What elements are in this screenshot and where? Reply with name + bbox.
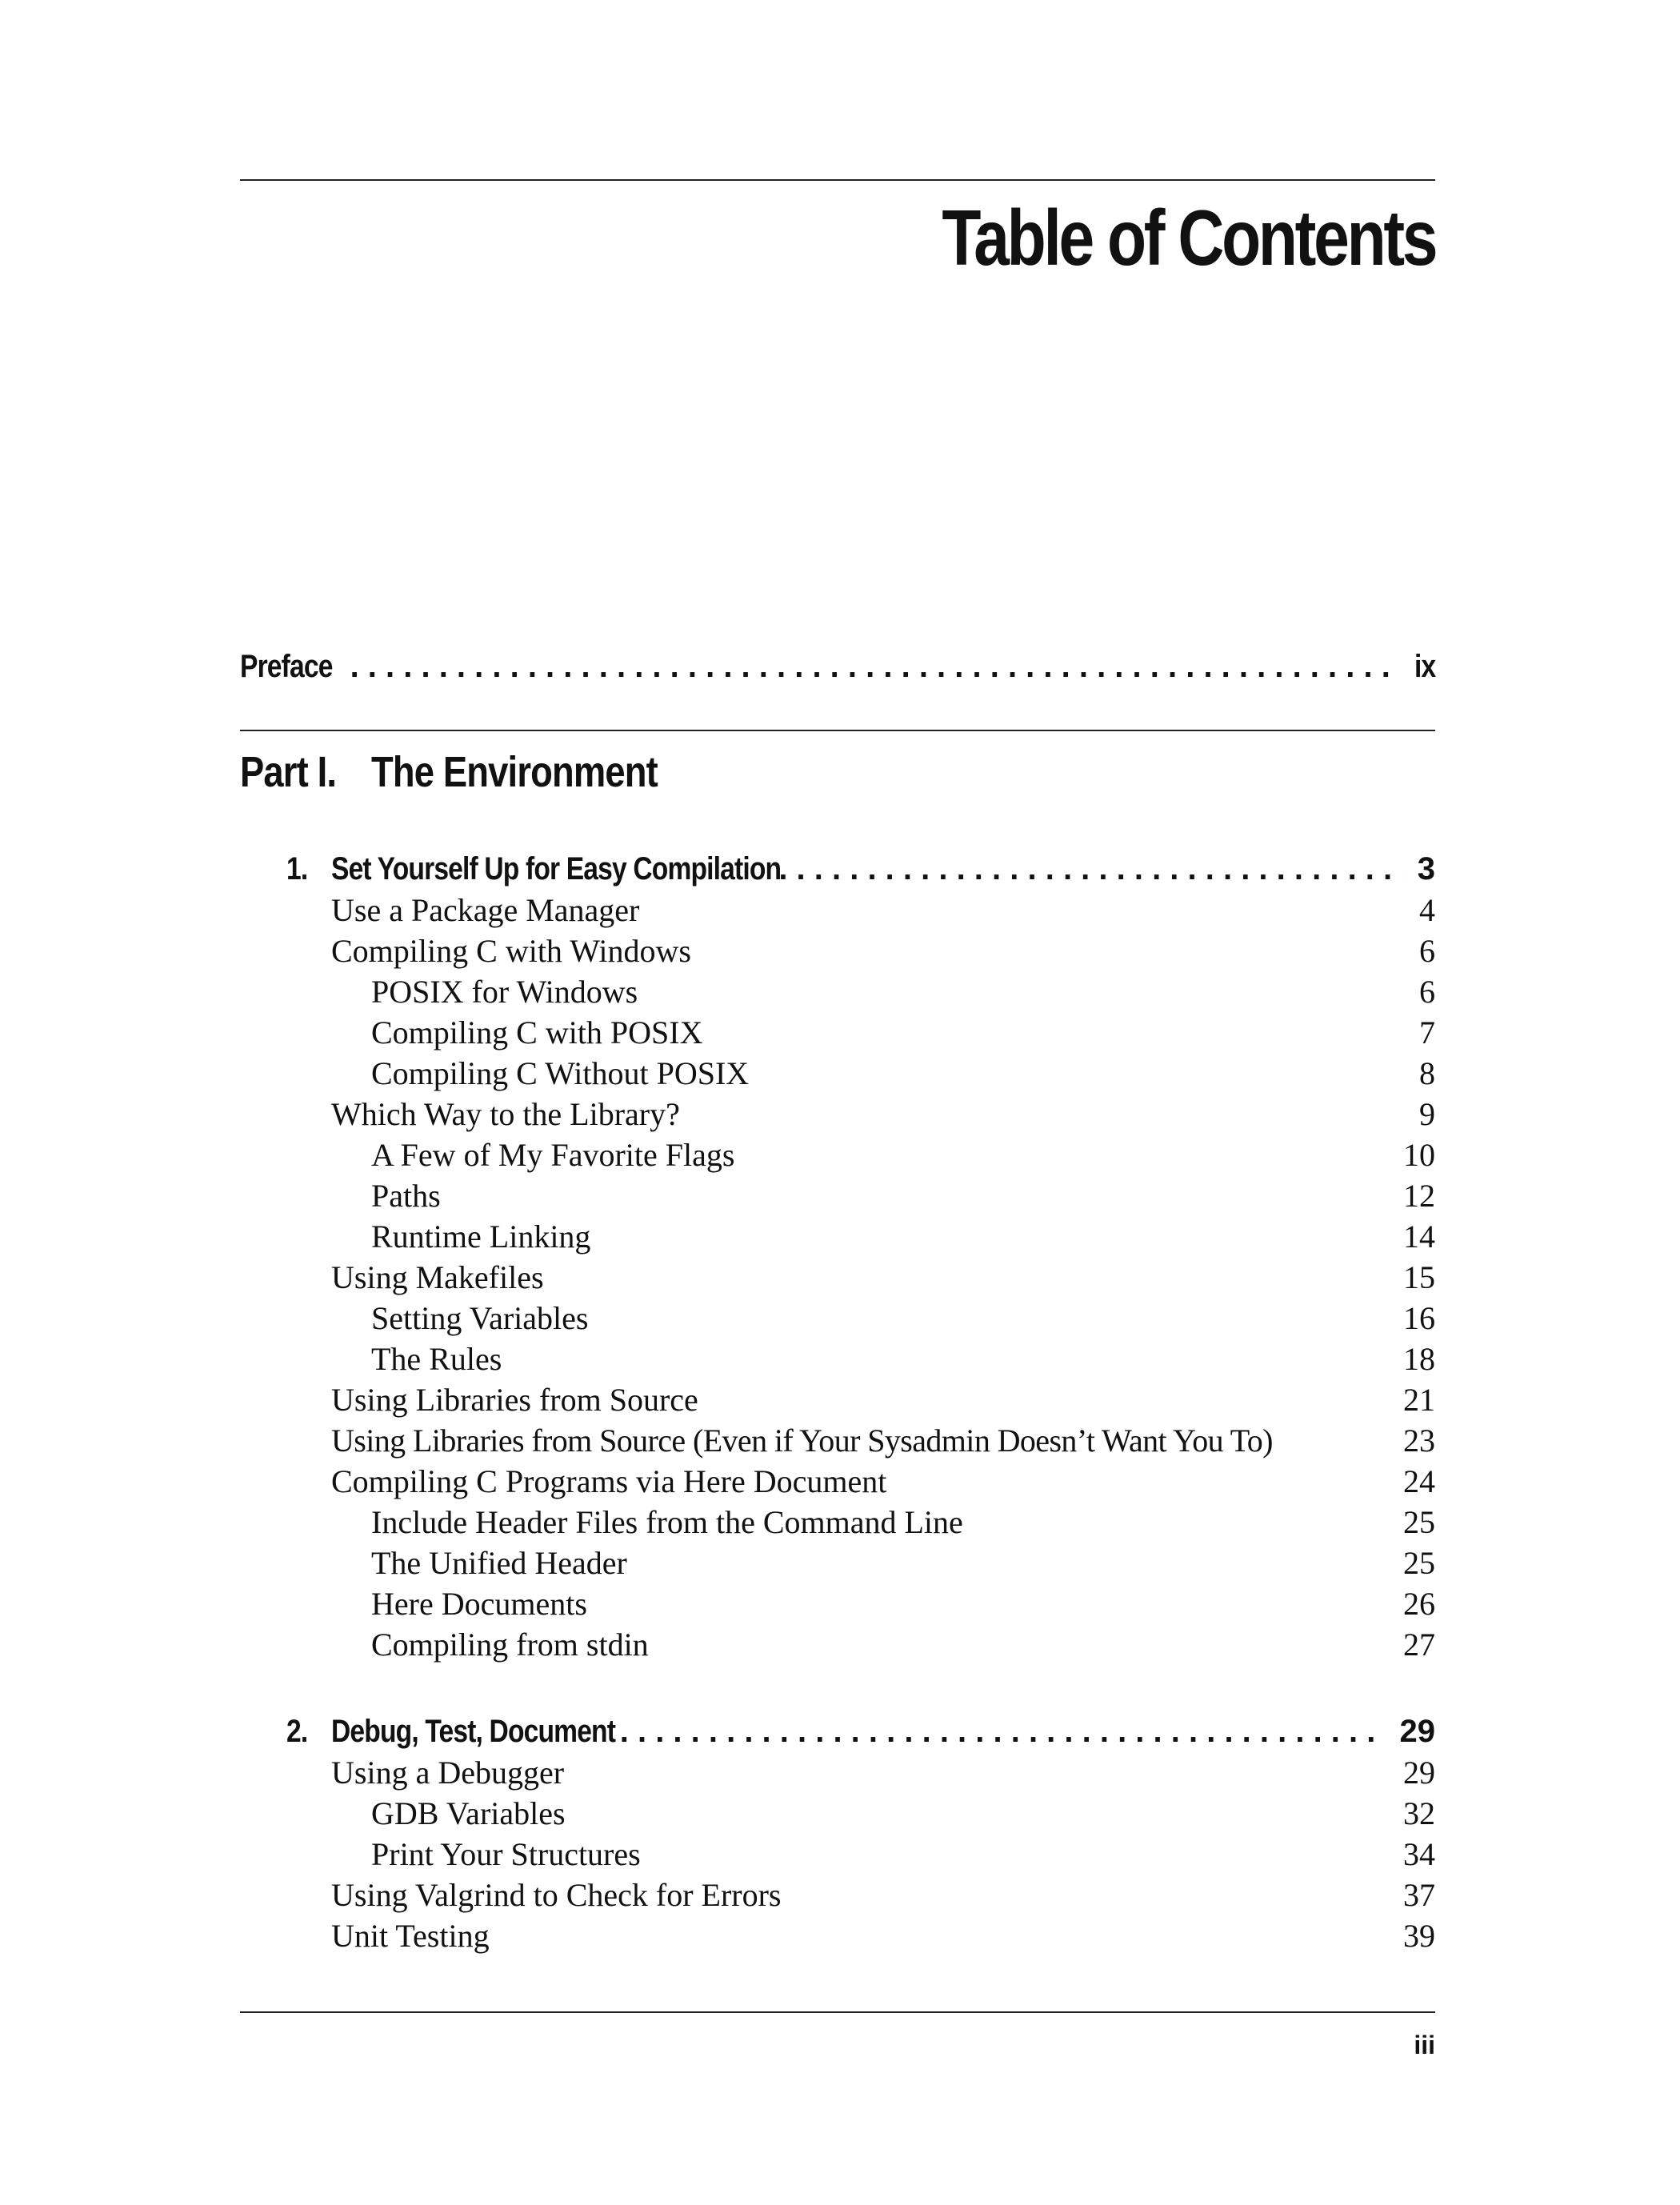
toc-entry[interactable]: Unit Testing 39 <box>331 1918 1435 1954</box>
dot-leader <box>350 646 1396 686</box>
toc-entry[interactable]: Here Documents 26 <box>371 1586 1435 1622</box>
chapter-number: 1. <box>286 851 308 886</box>
chapter-heading-row[interactable] <box>240 848 1435 890</box>
chapter-page: 29 <box>1399 1714 1435 1749</box>
chapter-2 <box>240 1711 1435 1956</box>
chapter-title: Debug, Test, Document <box>331 1714 616 1749</box>
dot-leader <box>778 848 1402 890</box>
toc-entry[interactable]: Using a Debugger 29 <box>331 1755 1435 1791</box>
toc-entry[interactable]: Compiling C Programs via Here Document 24 <box>331 1463 1435 1499</box>
part-heading <box>240 744 712 800</box>
toc-entry[interactable]: Include Header Files from the Command Line 25 <box>371 1504 1435 1540</box>
dot-leader <box>620 1711 1386 1752</box>
toc-entry[interactable]: Which Way to the Library? 9 <box>331 1096 1435 1132</box>
toc-entry[interactable]: Compiling C with Windows 6 <box>331 933 1435 969</box>
toc-entry[interactable]: Paths 12 <box>371 1178 1435 1214</box>
toc-entry[interactable]: Print Your Structures 34 <box>371 1836 1435 1872</box>
toc-entry[interactable]: POSIX for Windows 6 <box>371 974 1435 1010</box>
toc-entry[interactable]: A Few of My Favorite Flags 10 <box>371 1137 1435 1173</box>
part-rule <box>240 730 1435 731</box>
toc-entry[interactable]: Compiling C Without POSIX 8 <box>371 1055 1435 1091</box>
page-title: Table of Contents <box>942 194 1435 282</box>
chapter-page: 3 <box>1417 851 1435 886</box>
toc-entry[interactable]: Compiling from stdin 27 <box>371 1627 1435 1663</box>
toc-entry[interactable]: Use a Package Manager 4 <box>331 892 1435 928</box>
toc-entry[interactable]: The Rules 18 <box>371 1341 1435 1377</box>
toc-entry[interactable]: Using Makefiles 15 <box>331 1259 1435 1295</box>
top-rule <box>240 179 1435 181</box>
toc-entry[interactable]: The Unified Header 25 <box>371 1545 1435 1581</box>
toc-entry[interactable]: Compiling C with POSIX 7 <box>371 1014 1435 1050</box>
chapter-number: 2. <box>286 1714 308 1749</box>
preface-label: Preface <box>240 649 333 684</box>
bottom-rule <box>240 2011 1435 2013</box>
toc-entry[interactable]: Using Libraries from Source 21 <box>331 1382 1435 1418</box>
toc-preface-row[interactable] <box>240 646 1435 686</box>
chapter-entries <box>331 1752 1435 1956</box>
chapter-1 <box>240 848 1435 1665</box>
part-label: Part I. <box>240 748 337 796</box>
toc-entry[interactable]: GDB Variables 32 <box>371 1795 1435 1831</box>
page-number: iii <box>1414 2031 1435 2059</box>
part-name: The Environment <box>371 748 658 796</box>
chapter-title: Set Yourself Up for Easy Compilation <box>331 851 782 886</box>
toc-entry[interactable]: Using Libraries from Source (Even if Your Sysadmin Doesn’t Want You To) 23 <box>331 1423 1435 1459</box>
toc-entry[interactable]: Using Valgrind to Check for Errors 37 <box>331 1877 1435 1913</box>
toc-entry[interactable]: Runtime Linking 14 <box>371 1219 1435 1255</box>
chapter-entries <box>331 890 1435 1665</box>
chapter-heading-row[interactable] <box>240 1711 1435 1752</box>
toc-entry[interactable]: Setting Variables 16 <box>371 1300 1435 1336</box>
preface-page: ix <box>1414 649 1435 684</box>
